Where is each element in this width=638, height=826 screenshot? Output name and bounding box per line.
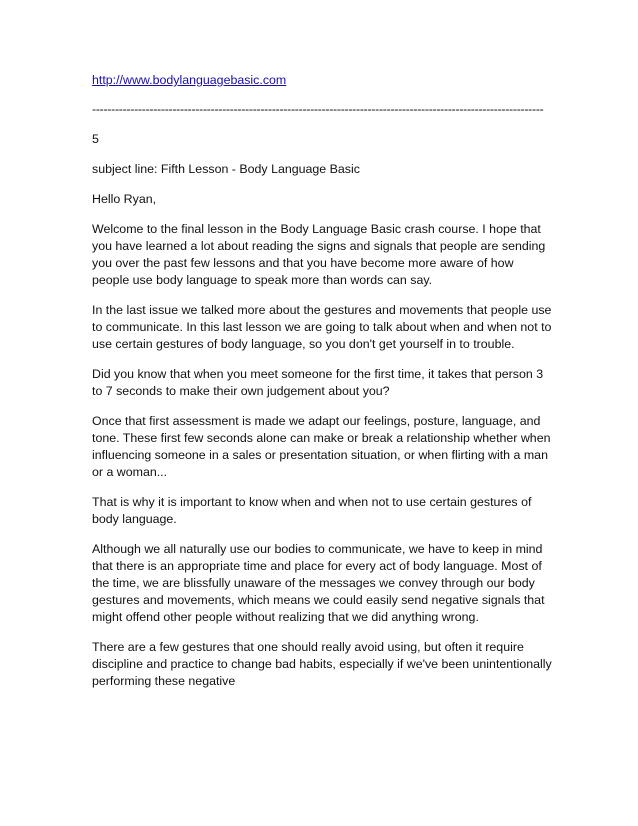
- paragraph: Welcome to the final lesson in the Body Language Basic crash course. I hope that you have learned a lot about reading the signs and signals that people are sending you over the past few lessons and that you have become more aware of how people use body language to speak more than words can say.: [92, 222, 546, 287]
- paragraph: That is why it is important to know when and when not to use certain gestures of body language.: [92, 495, 532, 526]
- website-link[interactable]: http://www.bodylanguagebasic.com: [92, 73, 287, 87]
- page-number: 5: [92, 132, 99, 146]
- paragraph: There are a few gestures that one should really avoid using, but often it require discipline and practice to change bad habits, especially if we've been unintentionally performing these negative: [92, 640, 552, 688]
- paragraph: Although we all naturally use our bodies to communicate, we have to keep in mind that there is an appropriate time and place for every act of body language. Most of the time, we are blissfully unaware of the messages we convey through our body gestures and movements, which means we could easily send negative signals that might offend other people without realizing that we did anything wrong.: [92, 542, 545, 624]
- paragraph: Did you know that when you meet someone for the first time, it takes that person 3 to 7 seconds to make their own judgement about you?: [92, 367, 544, 398]
- document-page: [92, 72, 552, 703]
- greeting: Hello Ryan,: [92, 192, 157, 206]
- paragraph: Once that first assessment is made we adapt our feelings, posture, language, and tone. These first few seconds alone can make or break a relationship whether when influencing someone in a sales or presentation situation, or when flirting with a man or a woman...: [92, 414, 551, 479]
- divider-line: ----------------------------------------------------------------------------------------------------------------------: [92, 102, 544, 116]
- subject-line: subject line: Fifth Lesson - Body Language Basic: [92, 162, 360, 176]
- paragraph: In the last issue we talked more about the gestures and movements that people use to communicate. In this last lesson we are going to talk about when and when not to use certain gestures of body language, so you don't get yourself in to trouble.: [92, 303, 552, 351]
